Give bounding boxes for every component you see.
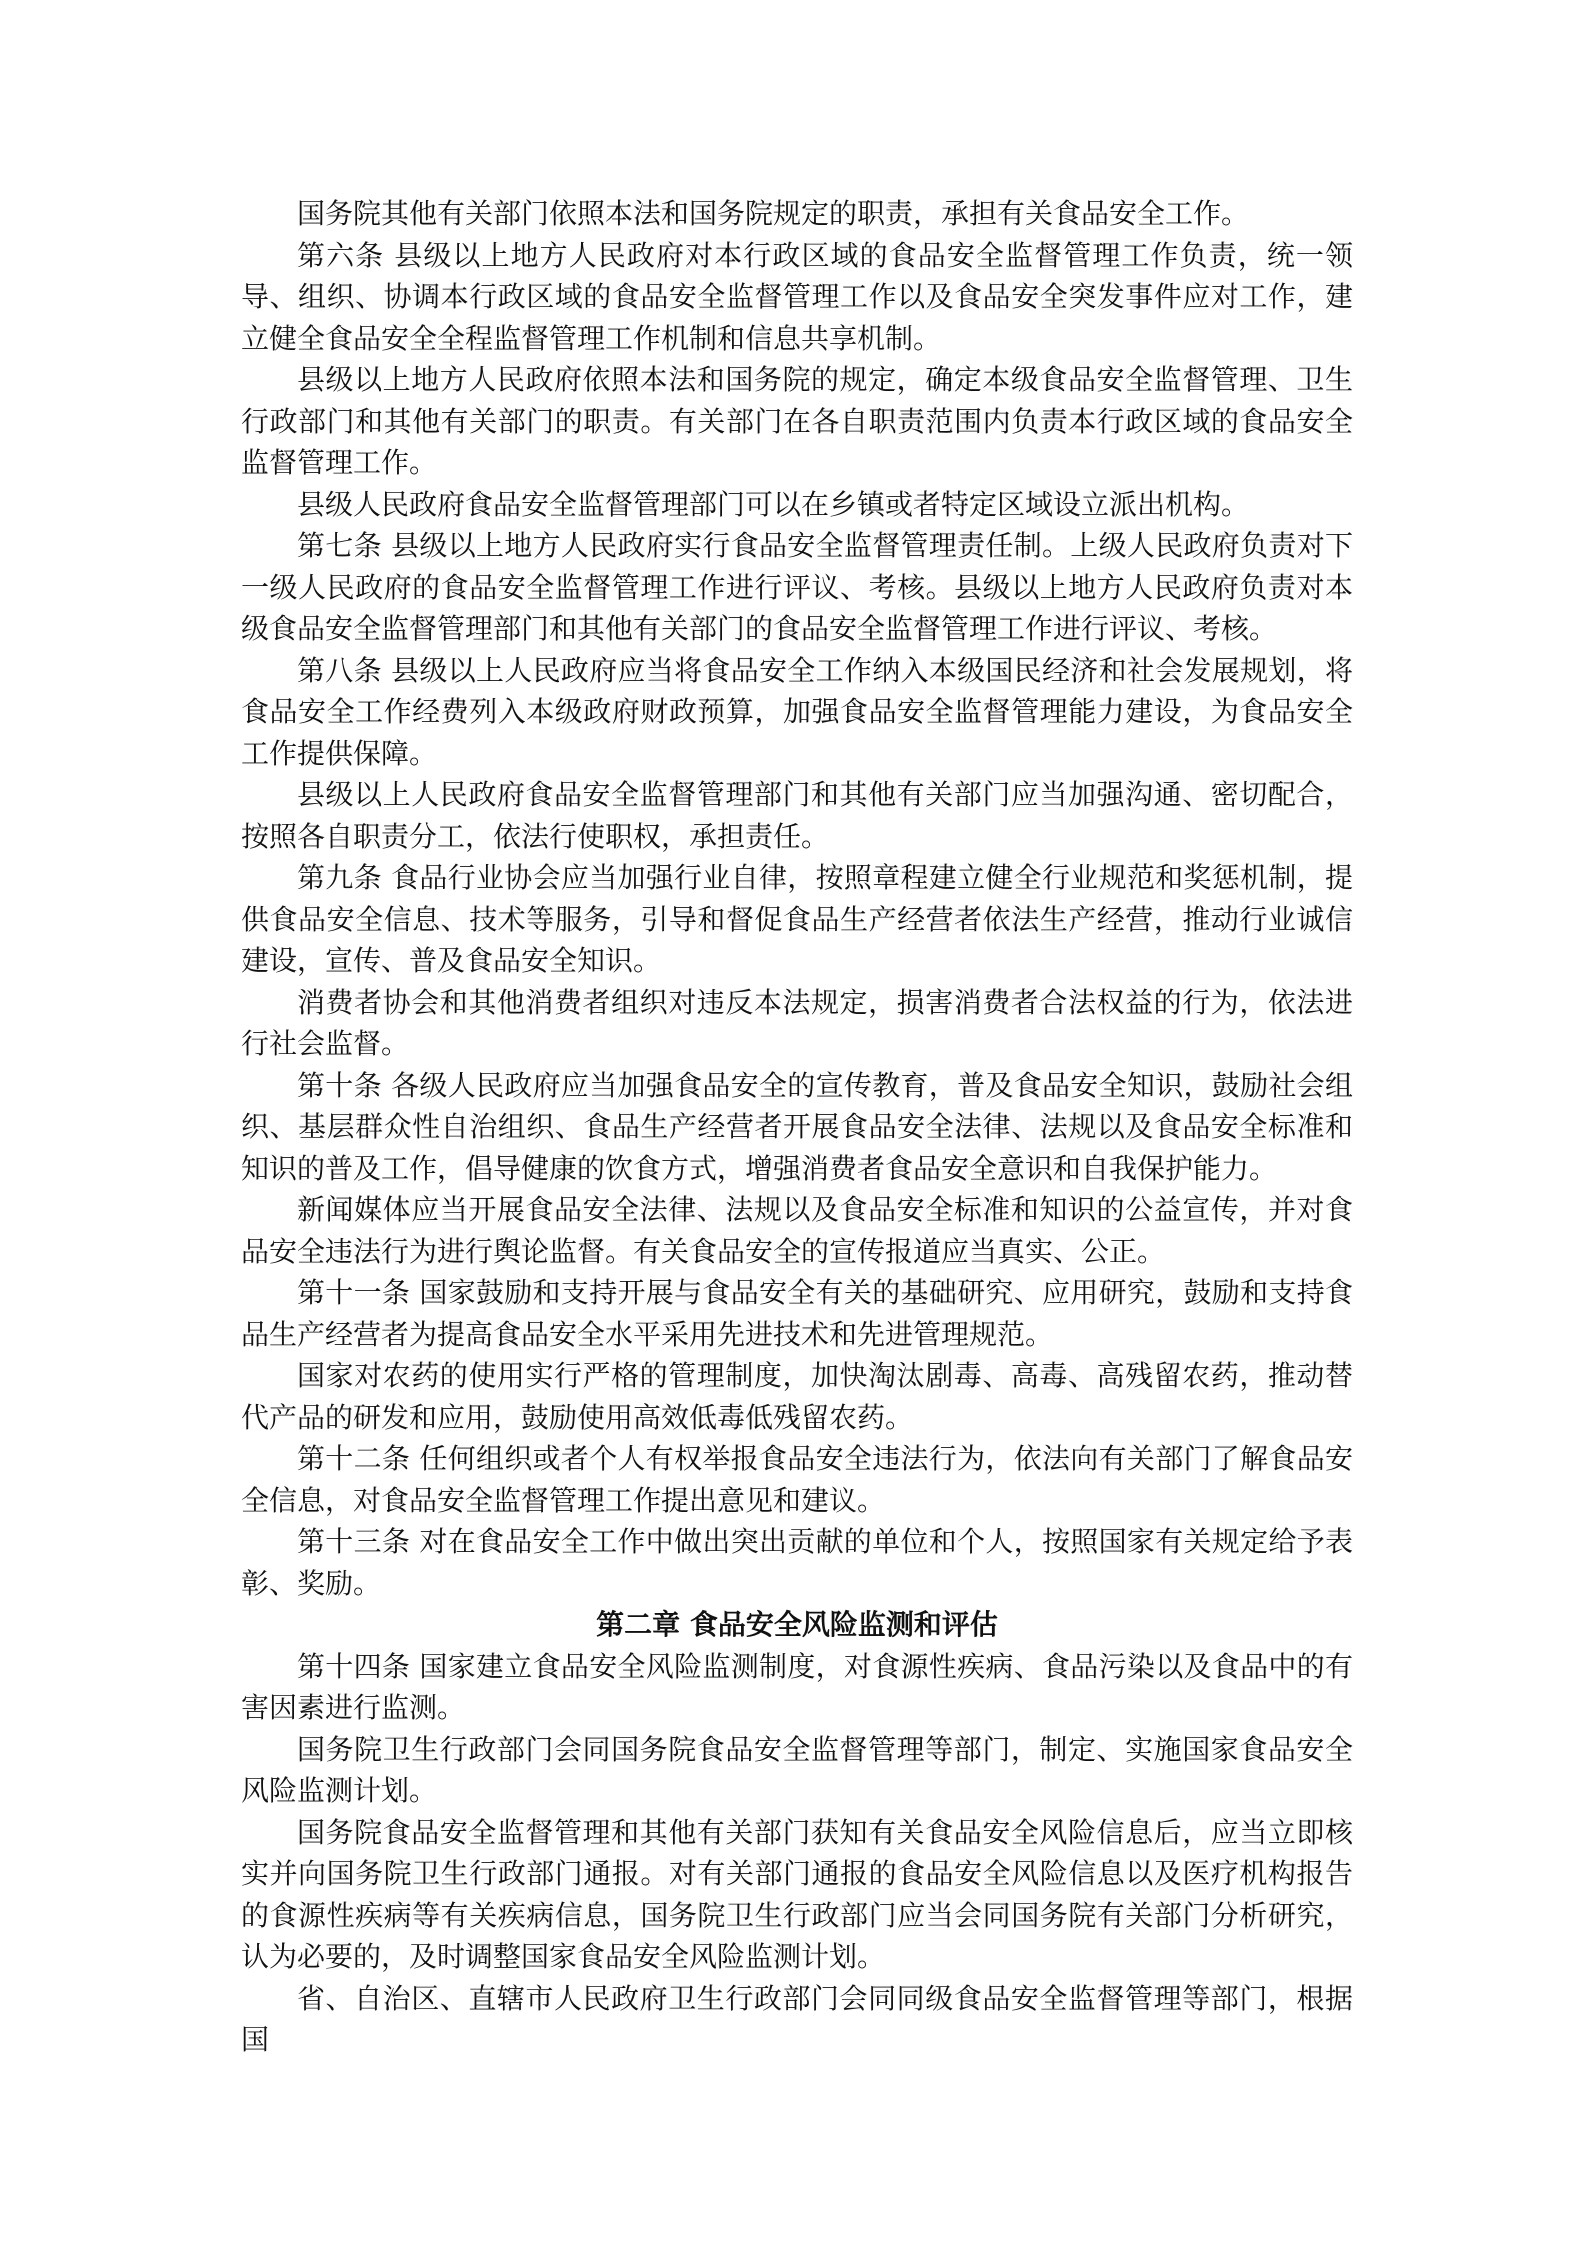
paragraph: 县级人民政府食品安全监督管理部门可以在乡镇或者特定区域设立派出机构。 bbox=[297, 487, 1250, 521]
paragraph: 国务院卫生行政部门会同国务院食品安全监督管理等部门，制定、实施国家食品安全风险监测计划。 bbox=[241, 1732, 1353, 1807]
article-13-paragraph: 第十三条 对在食品安全工作中做出突出贡献的单位和个人，按照国家有关规定给予表彰、奖励。 bbox=[241, 1525, 1353, 1600]
article-12-paragraph: 第十二条 任何组织或者个人有权举报食品安全违法行为，依法向有关部门了解食品安全信息，对食品安全监督管理工作提出意见和建议。 bbox=[241, 1442, 1353, 1517]
article-9-paragraph: 第九条 食品行业协会应当加强行业自律，按照章程建立健全行业规范和奖惩机制，提供食品安全信息、技术等服务，引导和督促食品生产经营者依法生产经营，推动行业诚信建设，宣传、普及食品安全知识。 bbox=[241, 861, 1353, 977]
paragraph: 县级以上地方人民政府依照本法和国务院的规定，确定本级食品安全监督管理、卫生行政部门和其他有关部门的职责。有关部门在各自职责范围内负责本行政区域的食品安全监督管理工作。 bbox=[241, 363, 1353, 479]
document-body bbox=[241, 193, 1353, 2061]
article-14-paragraph: 第十四条 国家建立食品安全风险监测制度，对食源性疾病、食品污染以及食品中的有害因素进行监测。 bbox=[241, 1649, 1353, 1724]
article-6-paragraph: 第六条 县级以上地方人民政府对本行政区域的食品安全监督管理工作负责，统一领导、组织、协调本行政区域的食品安全监督管理工作以及食品安全突发事件应对工作，建立健全食品安全全程监督管理工作机制和信息共享机制。 bbox=[241, 238, 1353, 355]
paragraph: 国务院食品安全监督管理和其他有关部门获知有关食品安全风险信息后，应当立即核实并向国务院卫生行政部门通报。对有关部门通报的食品安全风险信息以及医疗机构报告的食源性疾病等有关疾病信息，国务院卫生行政部门应当会同国务院有关部门分析研究，认为必要的，及时调整国家食品安全风险监测计划。 bbox=[241, 1815, 1353, 1973]
paragraph: 消费者协会和其他消费者组织对违反本法规定，损害消费者合法权益的行为，依法进行社会监督。 bbox=[241, 985, 1353, 1060]
article-10-paragraph: 第十条 各级人民政府应当加强食品安全的宣传教育，普及食品安全知识，鼓励社会组织、基层群众性自治组织、食品生产经营者开展食品安全法律、法规以及食品安全标准和知识的普及工作，倡导健康的饮食方式，增强消费者食品安全意识和自我保护能力。 bbox=[241, 1068, 1353, 1185]
article-8-paragraph: 第八条 县级以上人民政府应当将食品安全工作纳入本级国民经济和社会发展规划，将食品安全工作经费列入本级政府财政预算，加强食品安全监督管理能力建设，为食品安全工作提供保障。 bbox=[241, 653, 1353, 770]
paragraph: 省、自治区、直辖市人民政府卫生行政部门会同同级食品安全监督管理等部门，根据国 bbox=[241, 1981, 1353, 2056]
paragraph: 新闻媒体应当开展食品安全法律、法规以及食品安全标准和知识的公益宣传，并对食品安全违法行为进行舆论监督。有关食品安全的宣传报道应当真实、公正。 bbox=[241, 1193, 1353, 1268]
chapter-heading: 第二章 食品安全风险监测和评估 bbox=[596, 1608, 998, 1641]
article-11-paragraph: 第十一条 国家鼓励和支持开展与食品安全有关的基础研究、应用研究，鼓励和支持食品生产经营者为提高食品安全水平采用先进技术和先进管理规范。 bbox=[241, 1276, 1353, 1351]
paragraph: 国务院其他有关部门依照本法和国务院规定的职责，承担有关食品安全工作。 bbox=[297, 197, 1250, 230]
paragraph: 县级以上人民政府食品安全监督管理部门和其他有关部门应当加强沟通、密切配合，按照各自职责分工，依法行使职权，承担责任。 bbox=[241, 778, 1353, 853]
article-7-paragraph: 第七条 县级以上地方人民政府实行食品安全监督管理责任制。上级人民政府负责对下一级人民政府的食品安全监督管理工作进行评议、考核。县级以上地方人民政府负责对本级食品安全监督管理部门和其他有关部门的食品安全监督管理工作进行评议、考核。 bbox=[241, 529, 1353, 645]
paragraph: 国家对农药的使用实行严格的管理制度，加快淘汰剧毒、高毒、高残留农药，推动替代产品的研发和应用，鼓励使用高效低毒低残留农药。 bbox=[241, 1359, 1353, 1434]
